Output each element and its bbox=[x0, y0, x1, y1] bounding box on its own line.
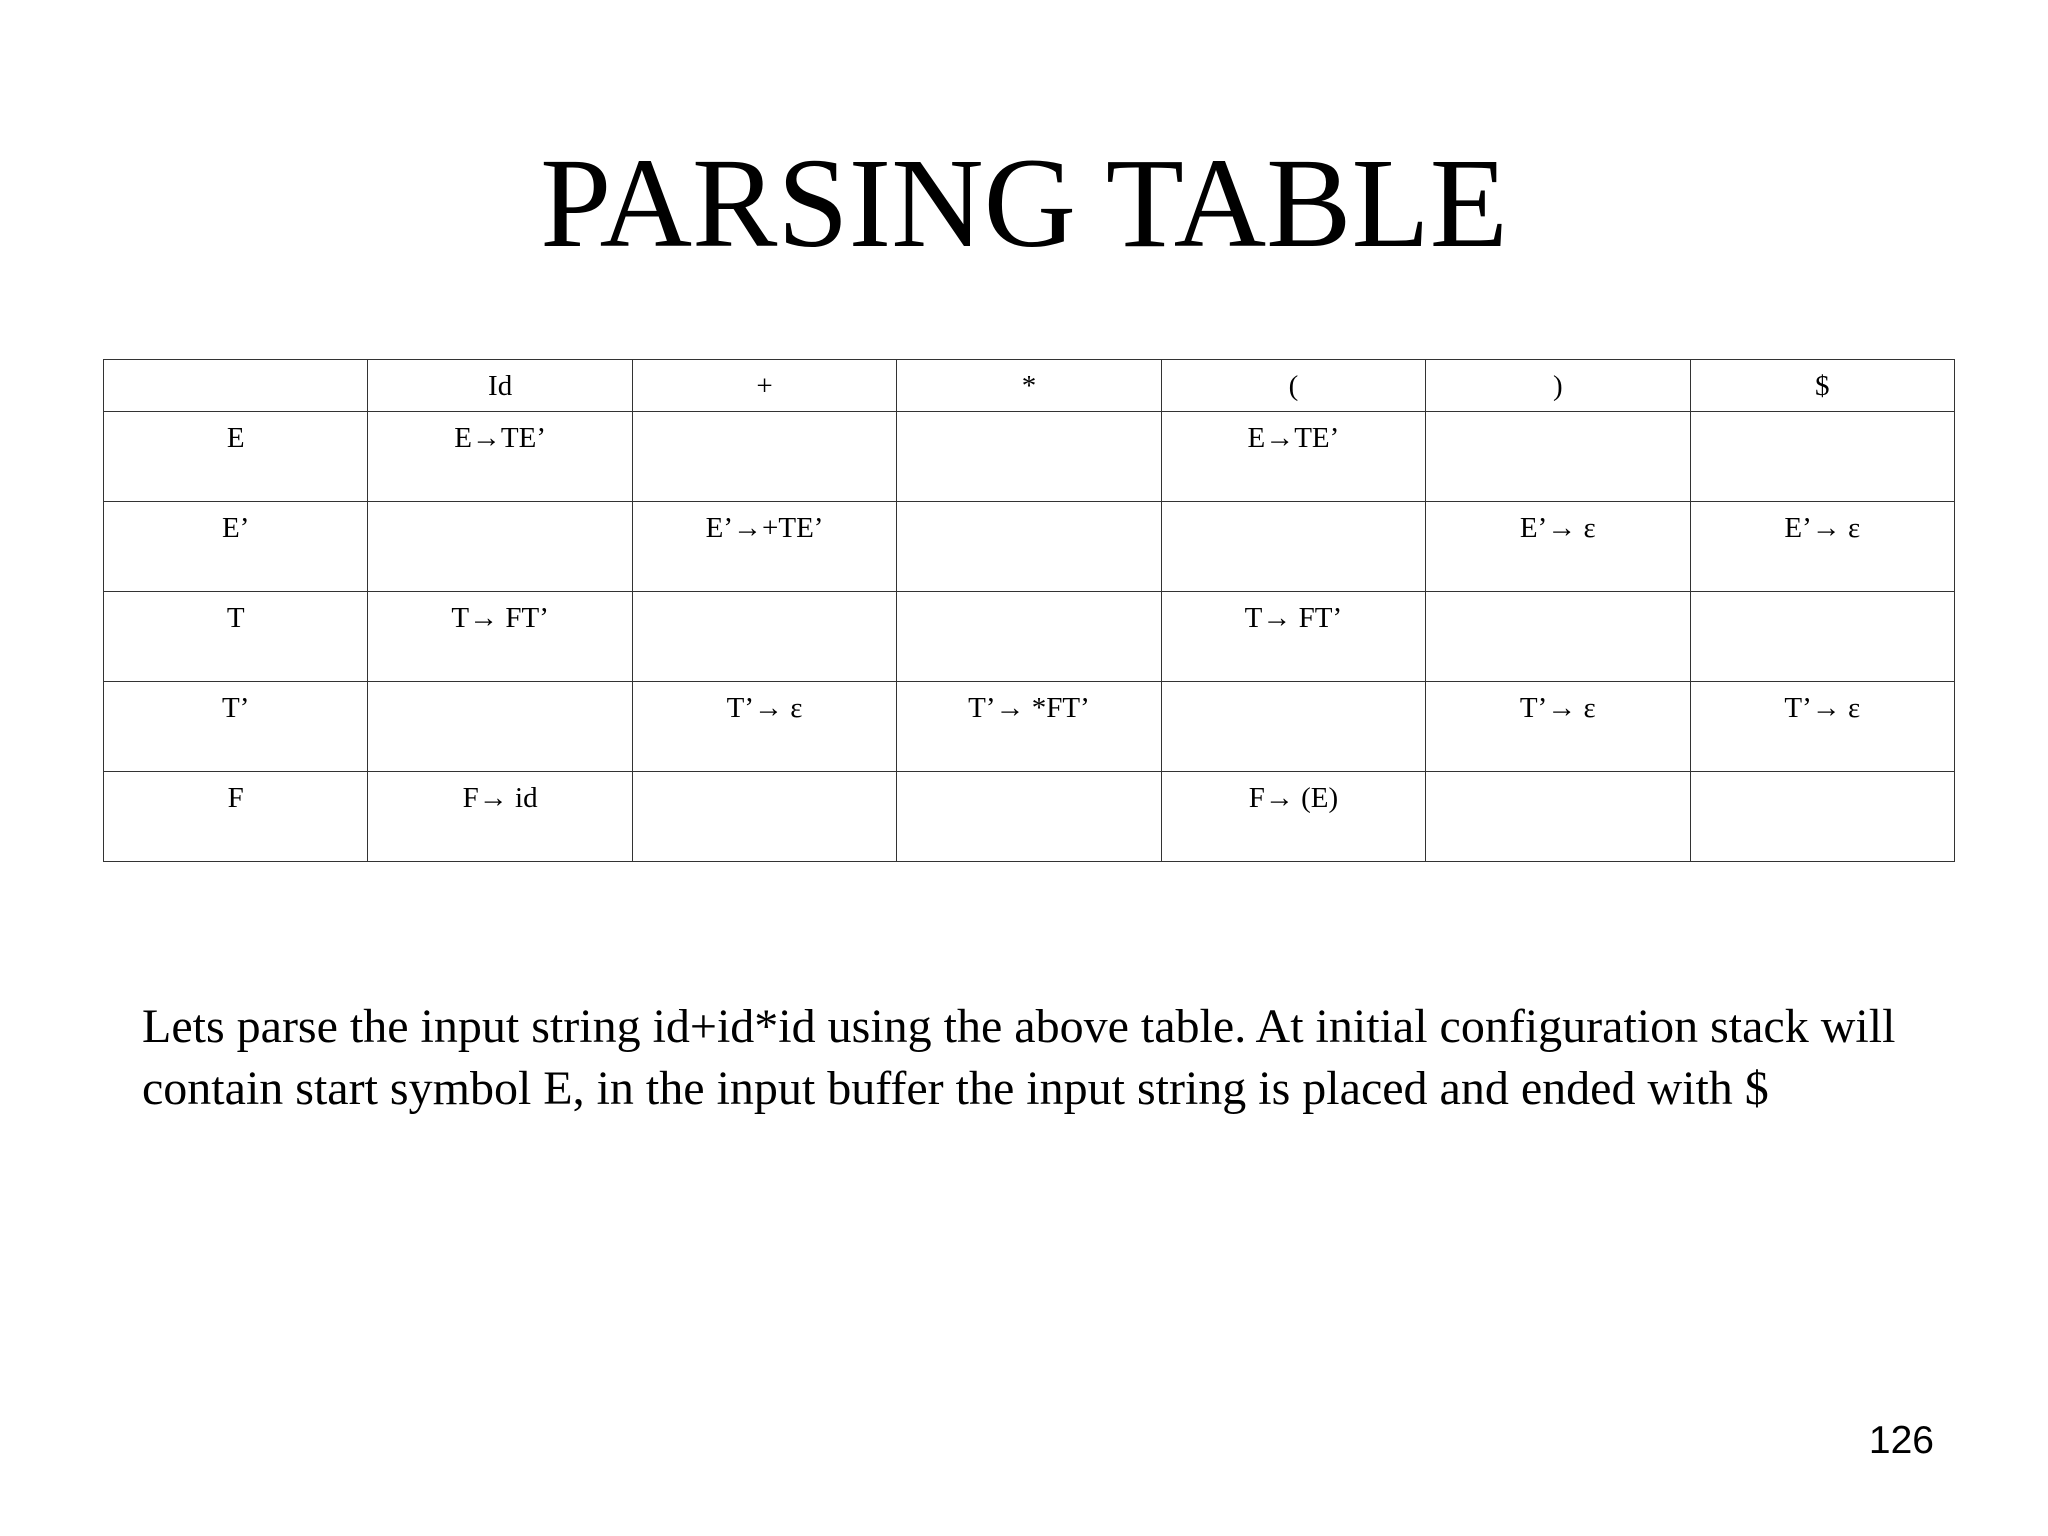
page-number: 126 bbox=[1868, 1419, 1934, 1462]
row-header-cell: E’ bbox=[104, 502, 368, 592]
header-cell-plus: + bbox=[632, 360, 896, 412]
table-cell: E’→+TE’ bbox=[632, 502, 896, 592]
table-row bbox=[104, 772, 1955, 862]
table-cell bbox=[1161, 682, 1425, 772]
table-cell bbox=[632, 772, 896, 862]
slide-title: PARSING TABLE bbox=[540, 132, 1508, 274]
table-cell bbox=[1426, 592, 1690, 682]
table-cell bbox=[1426, 412, 1690, 502]
table-cell bbox=[897, 502, 1161, 592]
table-cell bbox=[368, 682, 632, 772]
table-cell bbox=[1690, 772, 1954, 862]
table-cell bbox=[1161, 502, 1425, 592]
table-cell bbox=[632, 412, 896, 502]
table-row bbox=[104, 412, 1955, 502]
table-cell bbox=[1690, 592, 1954, 682]
table-cell: T’→ *FT’ bbox=[897, 682, 1161, 772]
header-cell-id: Id bbox=[368, 360, 632, 412]
table-cell: E→TE’ bbox=[368, 412, 632, 502]
table-cell: T→ FT’ bbox=[1161, 592, 1425, 682]
table-cell: F→ (E) bbox=[1161, 772, 1425, 862]
table-row bbox=[104, 682, 1955, 772]
table-cell bbox=[897, 592, 1161, 682]
table-row bbox=[104, 502, 1955, 592]
slide-description: Lets parse the input string id+id*id using the above table. At initial configuration stack will contain start symbol E, in the input buffer the input string is placed and ended with $ bbox=[142, 1000, 1896, 1115]
header-cell-star: * bbox=[897, 360, 1161, 412]
header-cell-dollar: $ bbox=[1690, 360, 1954, 412]
table-cell bbox=[1426, 772, 1690, 862]
table-cell bbox=[368, 502, 632, 592]
corner-cell bbox=[104, 360, 368, 412]
table-cell: E’→ ε bbox=[1690, 502, 1954, 592]
table-cell: E’→ ε bbox=[1426, 502, 1690, 592]
row-header-cell: T bbox=[104, 592, 368, 682]
row-header-cell: E bbox=[104, 412, 368, 502]
table-cell: T→ FT’ bbox=[368, 592, 632, 682]
table-cell bbox=[1690, 412, 1954, 502]
table-cell bbox=[897, 772, 1161, 862]
header-cell-rparen: ) bbox=[1426, 360, 1690, 412]
table-cell: E→TE’ bbox=[1161, 412, 1425, 502]
table-row bbox=[104, 592, 1955, 682]
table-cell: T’→ ε bbox=[1426, 682, 1690, 772]
table-cell bbox=[632, 592, 896, 682]
table-cell bbox=[897, 412, 1161, 502]
row-header-cell: F bbox=[104, 772, 368, 862]
row-header-cell: T’ bbox=[104, 682, 368, 772]
header-cell-lparen: ( bbox=[1161, 360, 1425, 412]
table-header-row bbox=[104, 360, 1955, 412]
parsing-table bbox=[103, 359, 1955, 862]
table-cell: F→ id bbox=[368, 772, 632, 862]
table-cell: T’→ ε bbox=[632, 682, 896, 772]
table-cell: T’→ ε bbox=[1690, 682, 1954, 772]
